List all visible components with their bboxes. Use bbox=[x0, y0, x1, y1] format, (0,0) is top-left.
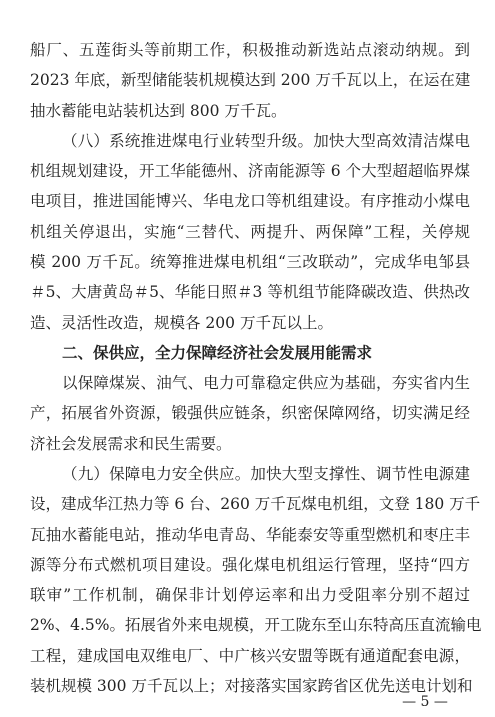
body-line: 造、灵活性改造，规模各 200 万千瓦以上。 bbox=[30, 314, 333, 332]
body-line: 抽水蓄能电站装机达到 800 万千瓦。 bbox=[30, 102, 287, 120]
body-line: 联审”工作机制，确保非计划停运率和出力受阻率分别不超过 bbox=[30, 586, 470, 604]
body-line: 机组规划建设，开工华能德州、济南能源等 6 个大型超超临界煤 bbox=[30, 162, 470, 180]
body-line: 源等分布式燃机项目建设。强化煤电机组运行管理，坚持“四方 bbox=[30, 556, 470, 574]
body-line: 以保障煤炭、油气、电力可靠稳定供应为基础，夯实省内生 bbox=[62, 374, 470, 392]
body-line: 装机规模 300 万千瓦以上；对接落实国家跨省区优先送电计划和 bbox=[30, 677, 473, 695]
body-line: 2023 年底，新型储能装机规模达到 200 万千瓦以上，在运在建 bbox=[30, 71, 471, 89]
body-line: （八）系统推进煤电行业转型升级。加快大型高效清洁煤电 bbox=[62, 132, 470, 150]
body-line: 瓦抽水蓄能电站，推动华电青岛、华能泰安等重型燃机和枣庄丰 bbox=[30, 526, 470, 544]
body-line: 机组关停退出，实施“三替代、两提升、两保障”工程，关停规 bbox=[30, 223, 470, 241]
body-line: 设，建成华江热力等 6 台、260 万千瓦煤电机组，文登 180 万千 bbox=[30, 495, 481, 513]
body-line: 济社会发展需求和民生需要。 bbox=[30, 435, 232, 453]
body-line: 产，拓展省外资源，锻强供应链条，织密保障网络，切实满足经 bbox=[30, 404, 470, 422]
section-heading: 二、保供应，全力保障经济社会发展用能需求 bbox=[62, 344, 373, 362]
body-line: ＃5、大唐黄岛＃5、华能日照＃3 等机组节能降碳改造、供热改 bbox=[30, 283, 470, 301]
body-line: 2%、4.5%。拓展省外来电规模，开工陇东至山东特高压直流输电 bbox=[30, 616, 482, 634]
page-number: — 5 — bbox=[402, 694, 448, 710]
body-line: 电项目，推进国能博兴、华电龙口等机组建设。有序推动小煤电 bbox=[30, 192, 470, 210]
body-line: 模 200 万千瓦。统筹推进煤电机组“三改联动”，完成华电邹县 bbox=[30, 253, 470, 271]
body-line: 船厂、五莲街头等前期工作，积极推动新选站点滚动纳规。到 bbox=[30, 41, 470, 59]
body-line: 工程，建成国电双维电厂、中广核兴安盟等既有通道配套电源， bbox=[30, 647, 470, 665]
body-line: （九）保障电力安全供应。加快大型支撑性、调节性电源建 bbox=[62, 465, 470, 483]
